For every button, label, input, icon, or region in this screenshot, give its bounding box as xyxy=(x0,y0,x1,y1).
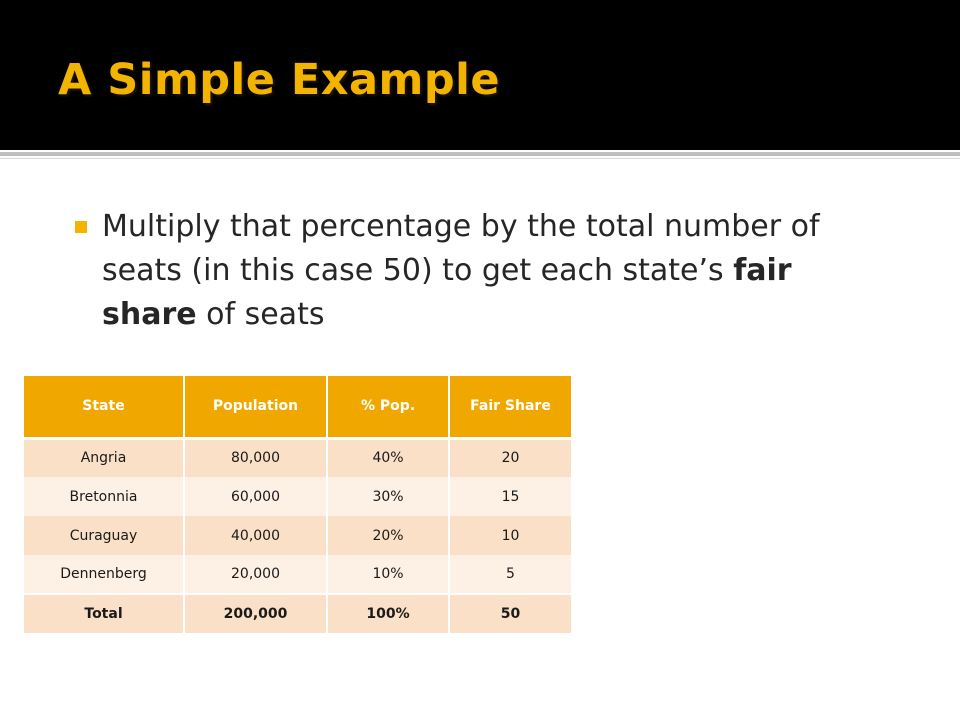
bullet-text-start: Multiply that percentage by the total number of seats (in this case 50) to get each state’s xyxy=(102,209,820,288)
cell-fair-share: 15 xyxy=(449,477,571,516)
bullet-text-end: of seats xyxy=(196,297,325,332)
column-header-fair-share: Fair Share xyxy=(449,376,571,438)
cell-fair-share: 10 xyxy=(449,516,571,555)
slide-title: A Simple Example xyxy=(58,55,501,105)
cell-fair-share: 50 xyxy=(449,594,571,633)
square-bullet-icon xyxy=(75,221,87,233)
table-row xyxy=(24,555,571,594)
cell-population: 20,000 xyxy=(184,555,327,594)
table-row xyxy=(24,477,571,516)
column-header-pct-pop: % Pop. xyxy=(327,376,449,438)
cell-population: 200,000 xyxy=(184,594,327,633)
title-divider xyxy=(0,152,960,156)
column-header-population: Population xyxy=(184,376,327,438)
cell-pct-pop: 40% xyxy=(327,438,449,477)
bullet-text-bold: fair share xyxy=(102,253,792,332)
cell-fair-share: 5 xyxy=(449,555,571,594)
cell-state: Angria xyxy=(24,438,184,477)
table-row xyxy=(24,438,571,477)
cell-state: Bretonnia xyxy=(24,477,184,516)
cell-population: 80,000 xyxy=(184,438,327,477)
table-total-row xyxy=(24,594,571,633)
cell-fair-share: 20 xyxy=(449,438,571,477)
cell-pct-pop: 30% xyxy=(327,477,449,516)
fair-share-table xyxy=(24,376,571,633)
bullet-text xyxy=(102,205,892,337)
cell-pct-pop: 100% xyxy=(327,594,449,633)
table-row xyxy=(24,516,571,555)
cell-population: 60,000 xyxy=(184,477,327,516)
cell-pct-pop: 20% xyxy=(327,516,449,555)
cell-state: Dennenberg xyxy=(24,555,184,594)
title-divider-thin xyxy=(0,158,960,159)
cell-population: 40,000 xyxy=(184,516,327,555)
cell-pct-pop: 10% xyxy=(327,555,449,594)
cell-state: Curaguay xyxy=(24,516,184,555)
cell-state: Total xyxy=(24,594,184,633)
column-header-state: State xyxy=(24,376,184,438)
title-bar xyxy=(0,0,960,150)
table-header-row xyxy=(24,376,571,438)
